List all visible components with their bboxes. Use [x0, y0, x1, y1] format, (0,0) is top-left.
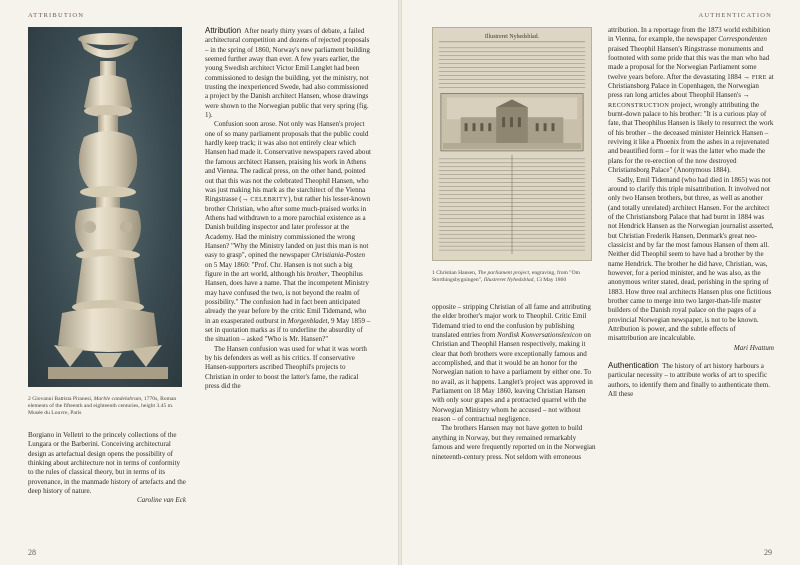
running-head-right: AUTHENTICATION: [698, 12, 772, 19]
paragraph-text: After nearly thirty years of debate, a failed architectural competition and dozens of rejected proposals – in the spring of 1860, Norway's new parliament building seemed further away than ever. A few years earlier, the young Swedish architect Victor Emil Langlet had been commissioned to design the building, yet the ministry, not trusting the inexperienced Swede, had also commissioned a project by the Danish architect Hansen, whose drawings were shown to the Norwegian public that very spring (fig. 1).: [205, 27, 370, 120]
caption-title: Marble candelabrum: [93, 396, 142, 402]
col3-paragraph-2: The brothers Hansen may not have gotten to build anything in Norway, but they remained remarkably famous and were frequently reported on in the Norwegian nineteenth-century press. Not seldom with erroneous: [432, 424, 596, 461]
caption-text: , 1770s, Roman elements of the fifteenth and eighteenth centuries, height 3.45 m. Musée du Louvre, Paris: [28, 396, 177, 416]
newspaper-illustration: [432, 27, 592, 261]
cross-reference-celebrity: CELEBRITY: [250, 196, 289, 204]
newspaper-masthead: Illustreret Nyhedsblad.: [484, 33, 540, 40]
page-number-right: 29: [764, 548, 772, 557]
cross-reference-reconstruction: RECONSTRUCTION: [608, 101, 670, 109]
col2-paragraph-2: Confusion soon arose. Not only was Hansen's project one of so many parliament proposals that the public could hardly keep track; it was also not entirely clear which Hansen had made it. Conservative newspapers raved about the famous architect Hansen, praising his work in Athens and Vienna. The radical press, on the other hand, pointed out that this was not the celebrated Theophil Hansen, who was just making his mark as the starchitect of the Vienna Ringstrasse (→ CELEBRITY), but rather his lesser-known brother Christian, who after some much-praised works in Athens had withdrawn to a more parochial existence as a Danish building inspector and later professor at the Academy. Had the ministry commissioned the wrong Hansen? "Why the Ministry landed on just this man is not easy to grasp", opined the newspaper Christiania-Posten on 5 May 1860: "Prof. Chr. Hansen is not such a big figure in the art world, although his brother, Theophilus Hansen, does have a name. That the incompetent Ministry may have confused the two, is not beyond the realm of possibility." The confusion had in fact been anticipated already the year before by the critic Emil Tidemand, who in an exasperated outburst in Morgenbladet, 9 May 1859 – set in quotation marks as if to underline the absurdity of the situation – asked "Who is Mr. Hansen?": [205, 120, 371, 344]
candelabrum-illustration: [28, 27, 182, 387]
column-3: [432, 303, 598, 525]
caption-text: 1 Christian Hansen,: [432, 270, 478, 276]
left-page: [0, 0, 398, 565]
col4-paragraph-1: attribution. In a reportage from the 1873 world exhibition in Vienna, for example, the newspaper Correspondenten praised Theophil Hansen's Ringstrasse monuments and footnoted with some pride that this was the man who had made a proposal for the Norwegian Parliament some twelve years before. After the devastating 1884 → FIRE at Christiansborg Palace in Copenhagen, the Norwegian press ran long articles about Theophil Hansen's → RECONSTRUCTION project, wrongly attributing the burnt-down palace to his brother: "It is a curious play of fate, that Theophilus Hansen is likely to resurrect the work of his brother – the deceased minister Heinrick Hansen – reviving it like a Phoenix from the ashes in a rejuvenated and beautified form – for it was the latter who made the plans for the re-erection of the now destroyed Christiansborg Palace" (Anonymous 1884).: [608, 26, 774, 175]
col2-paragraph-3: The Hansen confusion was used for what it was worth by his defenders as well as his critics. If conservative Hansen-supporters ascribed Theophil's projects to Christian in order to boost the latter's fame, the radical press did the: [205, 344, 367, 391]
caption-text: 2 Giovanni Battista Piranesi,: [28, 396, 94, 402]
column-2: [205, 26, 371, 528]
caption-text: , 13 May 1860: [533, 277, 567, 283]
author-signature: Mari Hvattum: [733, 343, 774, 352]
figure-2-caption: [28, 396, 188, 417]
column-1: [28, 431, 186, 521]
author-signature: Caroline van Eck: [136, 496, 186, 505]
col3-paragraph-1: opposite – stripping Christian of all fame and attributing the elder brother's major work to Theophil. Critic Emil Tidemand tried to end the confusion by publishing translated entries from Nordisk Konversationslexicon on Christian and Theophil Hansen respectively, making it clear that both brothers were exceptionally famous and accomplished, and that it would be an honor for the Norwegian nation to have a parliament by either one. To no avail, as it happens. Langlet's project was approved in Parliament on 18 May 1860, leaving Christian Hansen with only sour grapes and a protracted quarrel with the Norwegian Ministry whom he accused – not without reason – of contractual negligence.: [432, 303, 593, 424]
col4-paragraph-2: Sadly, Emil Tidemand (who had died in 1865) was not around to clarify this triple misattribution. It involved not only two Hansen brothers, but three, as well as another (and totally unrelated) architect Hansen. For the architect of the Christiansborg Palace that had burnt in 1884 was not Hendrick Hansen as the Norwegian journalist asserted, but Christian Frederik Hansen, Denmark's great neo-classicist and by far the most famous Hansen of them all. Neither did Theophil seem to have had a brother by the name Hendrick. The brother he did have, Christian, was, however, for a period minister, and he was also, as the anonymous writer stated, dead, perishing in the spring of 1883. How three real architects Hansen plus one fictitious brother came to merge into two larger-than-life master builders of the Danish royal palace on the pages of a provincial Norwegian newspaper, is not to be known. Attribution is power, and the subtle effects of misattribution are incalculable.: [608, 175, 774, 343]
candelabrum-photo: [28, 27, 182, 387]
section-heading-attribution: Attribution: [205, 26, 242, 35]
section-heading-authentication: Authentication: [608, 361, 659, 371]
newspaper-page-graphic: [433, 28, 591, 260]
paragraph-text: The history of art history harbours a particular necessity – to attribute works of art to specific authors, to identify them and finally to authenticate them. All these: [608, 362, 771, 399]
caption-title: The parliament project: [477, 270, 530, 276]
col1-paragraph: Borgiano in Velletri to the princely collections of the Lungara or the Barberini. Conceiving architectural design as artefactual design opens the possibility of thinking about architecture not in terms of conformity to the rules of classical theory, but in terms of its provenance, in the manmade history of artefacts and the deep history of nature.: [28, 431, 186, 496]
cross-reference-fire: FIRE: [751, 73, 767, 81]
column-4: [608, 26, 774, 528]
caption-text: , engraving, from "Om Storthingsbygningen",: [432, 270, 580, 283]
page-number-left: 28: [28, 548, 36, 557]
running-head-left: ATTRIBUTION: [28, 12, 85, 19]
caption-source: Illustreret Nyhedsblad: [483, 277, 534, 283]
figure-1-caption: [432, 270, 592, 284]
